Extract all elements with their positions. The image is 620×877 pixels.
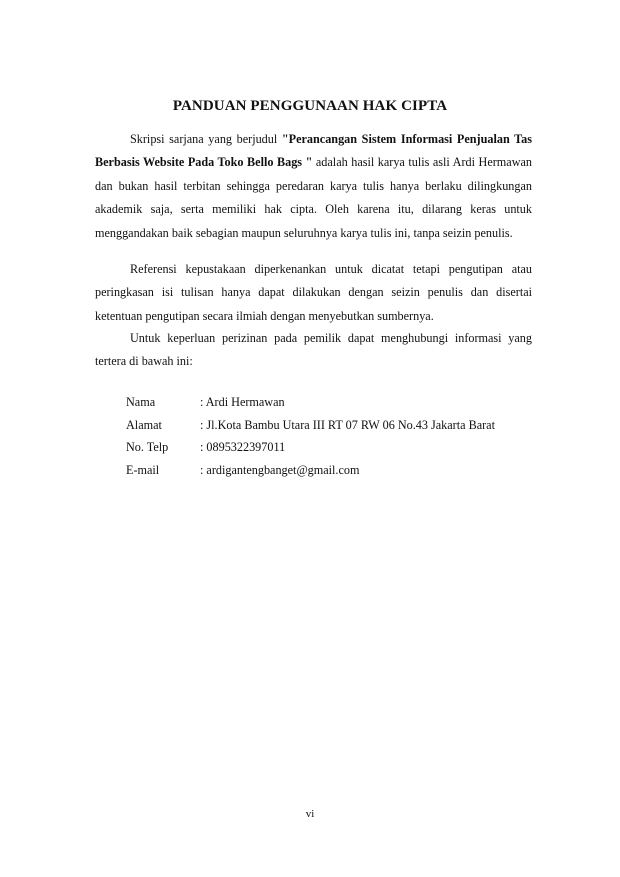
contact-info-list bbox=[126, 391, 495, 481]
contact-label: Nama bbox=[126, 395, 156, 409]
contact-row-phone bbox=[126, 436, 495, 459]
contact-row-email bbox=[126, 459, 495, 482]
paragraph-contact-intro: Untuk keperluan perizinan pada pemilik dapat menghubungi informasi yang tertera di bawah ini: bbox=[95, 331, 532, 369]
paragraph-body-text: adalah hasil karya tulis asli Ardi Hermawan dan bukan hasil terbitan sehingga peredaran karya tulis hanya berlaku dilingkungan akademik saja, serta memiliki hak cipta. Oleh karena itu, dilarang keras untuk menggandakan baik sebagian maupun seluruhnya karya tulis ini, tanpa seizin penulis. bbox=[95, 155, 533, 240]
paragraph-copyright-statement bbox=[95, 128, 532, 245]
contact-label: E-mail bbox=[126, 462, 160, 477]
contact-value: : ardigantengbanget@gmail.com bbox=[200, 462, 360, 477]
paragraph-intro-text: Skripsi sarjana yang berjudul bbox=[130, 132, 282, 146]
page-number: vi bbox=[305, 808, 315, 820]
contact-label: No. Telp bbox=[126, 440, 169, 454]
page-title: PANDUAN PENGGUNAAN HAK CIPTA bbox=[172, 98, 448, 114]
thesis-title: "Perancangan Sistem Informasi Penjualan Tas Berbasis Website Pada Toko Bello Bags " bbox=[95, 132, 532, 170]
contact-value: : Jl.Kota Bambu Utara III RT 07 RW 06 No.43 Jakarta Barat bbox=[200, 417, 495, 432]
contact-row-name bbox=[126, 391, 495, 414]
contact-value: : 0895322397011 bbox=[200, 440, 286, 454]
contact-label: Alamat bbox=[126, 417, 162, 432]
paragraph-reference-policy: Referensi kepustakaan diperkenankan untuk dicatat tetapi pengutipan atau peringkasan isi tulisan hanya dapat dilakukan dengan seizin penulis dan disertai ketentuan pengutipan secara ilmiah dengan menyebutkan sumbernya. bbox=[95, 262, 532, 323]
contact-value: : Ardi Hermawan bbox=[200, 395, 285, 409]
contact-row-address bbox=[126, 414, 495, 437]
